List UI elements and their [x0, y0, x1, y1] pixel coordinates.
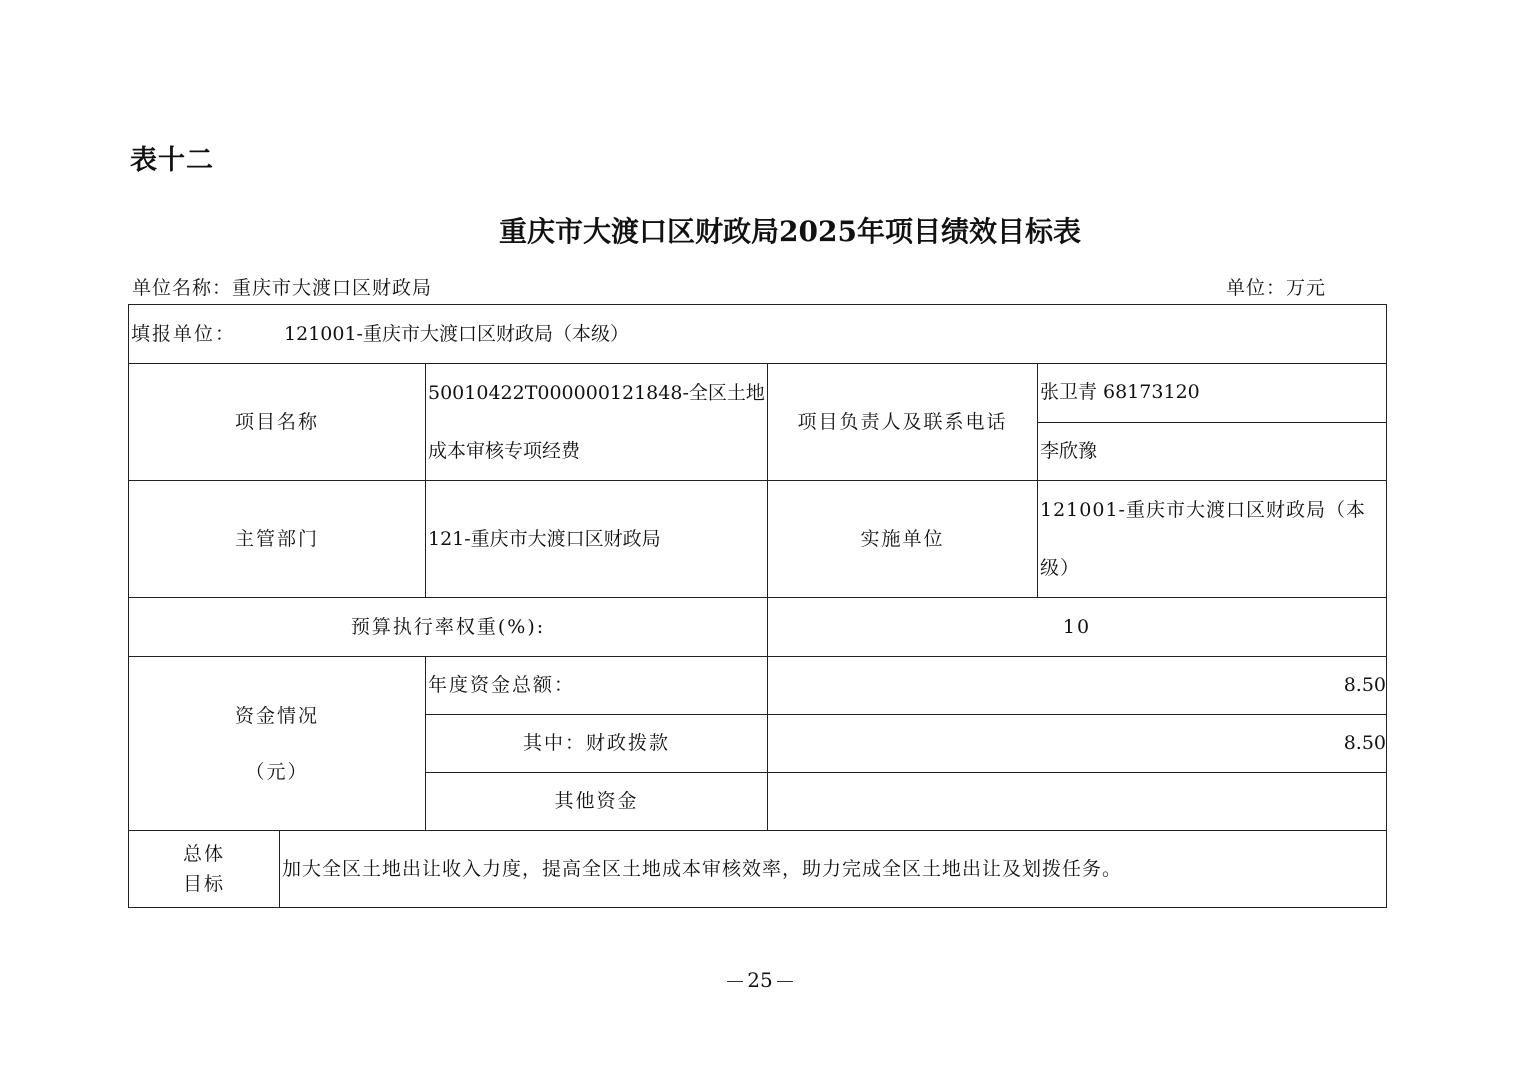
filling-unit-label: 填报单位：: [131, 322, 237, 345]
impl-label: 实施单位: [768, 481, 1038, 598]
annual-total-label: 年度资金总额：: [426, 657, 768, 715]
performance-target-table: [128, 304, 1387, 908]
contact-label: 项目负责人及联系电话: [768, 364, 1038, 481]
goal-label-cell: [129, 831, 280, 908]
page-number: 25: [747, 968, 773, 992]
footer-dash-right: [777, 981, 793, 982]
fiscal-value: 8.50: [768, 715, 1387, 773]
funds-label: 资金情况: [234, 704, 319, 727]
budget-weight-value: 10: [768, 598, 1387, 657]
impl-value: 121001-重庆市大渡口区财政局（本级）: [1038, 481, 1387, 598]
project-name-value: 50010422T000000121848-全区土地成本审核专项经费: [426, 364, 768, 481]
table-row: [129, 305, 1387, 364]
goal-label-line-1: 总体: [182, 843, 225, 865]
dept-label: 主管部门: [129, 481, 426, 598]
footer-dash-left: [727, 981, 743, 982]
annual-total-value: 8.50: [768, 657, 1387, 715]
document-title: 重庆市大渡口区财政局2025年项目绩效目标表: [499, 215, 1081, 248]
dept-value: 121-重庆市大渡口区财政局: [426, 481, 768, 598]
table-row: [129, 481, 1387, 598]
unit-name: 单位名称：重庆市大渡口区财政局: [132, 277, 433, 299]
budget-weight-label: 预算执行率权重(%):: [129, 598, 768, 657]
table-label: 表十二: [130, 145, 214, 176]
filling-unit-cell: [129, 305, 1387, 364]
table-row: [129, 364, 1387, 423]
project-name-label: 项目名称: [129, 364, 426, 481]
funds-unit: （元）: [245, 760, 309, 783]
other-funds-value: [768, 773, 1387, 831]
fiscal-label: 其中：财政拨款: [426, 715, 768, 773]
goal-value: 加大全区土地出让收入力度，提高全区土地成本审核效率，助力完成全区土地出让及划拨任务。: [280, 831, 1387, 908]
goal-label-line-2: 目标: [182, 873, 225, 895]
page-footer: [0, 968, 1520, 992]
table-row: [129, 831, 1387, 908]
other-funds-label: 其他资金: [426, 773, 768, 831]
funds-label-cell: [129, 657, 426, 831]
currency-unit: 单位：万元: [1226, 277, 1327, 299]
table-row: [129, 657, 1387, 715]
contact-person-2: 李欣豫: [1038, 422, 1387, 481]
filling-unit-value: 121001-重庆市大渡口区财政局（本级）: [284, 322, 629, 345]
contact-person-1: 张卫青 68173120: [1038, 364, 1387, 423]
table-row: [129, 598, 1387, 657]
